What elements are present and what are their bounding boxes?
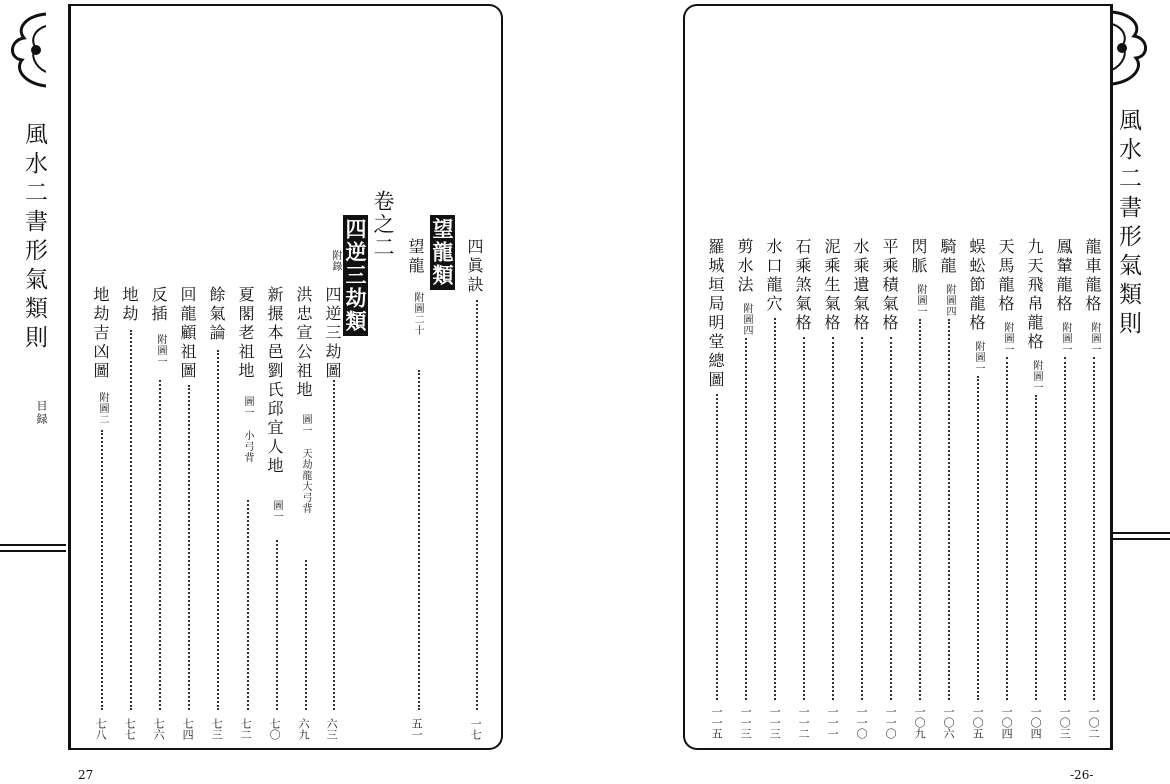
left-tab-rule (0, 544, 66, 546)
toc-entry-title: 泥乘生氣格 (822, 238, 841, 333)
toc-entry-note: 圖一 小弓背 (242, 396, 253, 463)
leader-dots (890, 337, 892, 700)
toc-entry-title: 夏閣老祖地 (236, 286, 255, 381)
left-page-number: 27 (78, 768, 94, 782)
toc-entry-page: 七七 (123, 718, 137, 740)
toc-entry-page: 一〇五 (971, 706, 985, 739)
toc-entry-page: 六三 (325, 718, 339, 740)
toc-entry-title: 騎龍 (938, 238, 957, 276)
toc-entry-page: 一〇二 (1087, 706, 1101, 739)
toc-entry-note: 附圖一 (915, 284, 926, 317)
toc-entry-note: 附圖一 (973, 341, 984, 374)
leader-dots (948, 319, 950, 700)
toc-entry-note: 附圖一 (155, 334, 166, 367)
leader-dots (745, 338, 747, 700)
leader-dots (247, 500, 249, 710)
leader-dots (276, 540, 278, 710)
toc-entry-page: 七四 (181, 718, 195, 740)
toc-entry-title: 地劫吉凶圖 (91, 286, 110, 381)
toc-entry-page: 一一一 (826, 706, 840, 739)
toc-entry-page: 七三 (210, 718, 224, 740)
toc-entry-page: 七〇 (268, 718, 282, 740)
running-title-right: 風水二書形氣類則 (1115, 108, 1141, 340)
toc-entry-title: 回龍顧祖圖 (178, 286, 197, 381)
toc-entry-page: 一七 (469, 718, 483, 740)
leader-dots (1035, 395, 1037, 700)
toc-entry-page: 一一二 (797, 706, 811, 739)
toc-entry-note: 附圖四 (741, 303, 752, 336)
leader-dots (101, 430, 103, 710)
left-tab-rule-2 (0, 550, 66, 552)
toc-entry-title: 天馬龍格 (996, 238, 1015, 314)
toc-entry-note: 附圖一 (1060, 322, 1071, 355)
toc-entry-note: 附圖二十 (412, 292, 423, 336)
toc-entry-page: 一〇九 (913, 706, 927, 739)
toc-entry-page: 五一 (410, 718, 424, 740)
section-heading-wanglong: 望龍類 (430, 215, 455, 290)
right-page (560, 0, 1170, 784)
leader-dots (1006, 357, 1008, 700)
toc-entry-page: 一〇四 (1000, 706, 1014, 739)
left-tab-subtitle: 目録 (35, 400, 48, 426)
toc-entry-page: 一一三 (739, 706, 753, 739)
left-page (0, 0, 560, 784)
toc-entry-title: 餘氣論 (207, 286, 226, 343)
toc-entry-page: 一一五 (710, 706, 724, 739)
toc-entry-note: 附圖四 (944, 284, 955, 317)
toc-entry-page: 一一三 (768, 706, 782, 739)
toc-entry-title: 望龍 (406, 238, 425, 276)
cloud-ornament-icon (1112, 8, 1152, 88)
leader-dots (188, 385, 190, 710)
toc-entry-title: 水口龍穴 (764, 238, 783, 314)
toc-entry-page: 一一〇 (855, 706, 869, 739)
toc-entry-title: 九天飛帛龍格 (1025, 238, 1044, 352)
toc-entry-title: 蜈蚣節龍格 (967, 238, 986, 333)
right-page-number: -26- (1070, 768, 1094, 782)
running-title-left: 風水二書形氣類則 (21, 122, 47, 354)
leader-dots (977, 376, 979, 700)
toc-entry-note: 圖一 天劫龍大弓背 (300, 414, 311, 514)
leader-dots (861, 337, 863, 700)
section-heading-sini: 四逆三劫類 (343, 215, 368, 336)
leader-dots (1064, 357, 1066, 700)
leader-dots (716, 394, 718, 700)
toc-entry-page: 七二 (239, 718, 253, 740)
toc-entry-title: 地劫 (120, 286, 139, 324)
leader-dots (803, 337, 805, 700)
volume-heading: 卷之二 (371, 190, 395, 259)
toc-entry-page: 一〇四 (1029, 706, 1043, 739)
toc-entry-title: 石乘煞氣格 (793, 238, 812, 333)
leader-dots (333, 380, 335, 710)
toc-entry-note: 附圖一 (1089, 322, 1100, 355)
toc-entry-title: 四眞訣 (465, 238, 484, 295)
leader-dots (305, 560, 307, 710)
leader-dots (130, 330, 132, 710)
leader-dots (418, 370, 420, 710)
leader-dots (919, 319, 921, 700)
toc-entry-title: 反插 (149, 286, 168, 324)
leader-dots (476, 300, 478, 710)
leader-dots (832, 337, 834, 700)
toc-entry-page: 一一〇 (884, 706, 898, 739)
toc-entry-title: 水乘遺氣格 (851, 238, 870, 333)
toc-entry-note: 附圖一 (1002, 322, 1013, 355)
right-tab-rule-2 (1110, 538, 1170, 540)
toc-entry-page: 七八 (94, 718, 108, 740)
toc-entry-title: 洪忠宣公祖地 (294, 286, 313, 400)
toc-entry-note: 附圖二 (97, 392, 108, 425)
appendix-label: 附錄 (330, 250, 341, 272)
leader-dots (217, 350, 219, 710)
right-page-border (683, 4, 1113, 750)
toc-entry-page: 七六 (152, 718, 166, 740)
right-tab-rule (1110, 532, 1170, 534)
toc-entry-note: 圖一 (271, 500, 282, 522)
toc-entry-title: 剪水法 (735, 238, 754, 295)
toc-entry-page: 六九 (297, 718, 311, 740)
cloud-ornament-icon (6, 10, 46, 90)
toc-entry-title: 羅城垣局明堂總圖 (706, 238, 725, 390)
toc-entry-title: 平乘積氣格 (880, 238, 899, 333)
leader-dots (1093, 357, 1095, 700)
toc-entry-title: 龍車龍格 (1083, 238, 1102, 314)
leader-dots (159, 380, 161, 710)
toc-entry-title: 新搌本邑劉氏邱宜人地 (265, 286, 284, 476)
toc-entry-title: 閃脈 (909, 238, 928, 276)
leader-dots (774, 318, 776, 700)
toc-entry-page: 一〇六 (942, 706, 956, 739)
toc-entry-title: 鳳輦龍格 (1054, 238, 1073, 314)
toc-entry-page: 一〇三 (1058, 706, 1072, 739)
left-page-border (68, 4, 503, 750)
toc-entry-note: 附圖一 (1031, 360, 1042, 393)
toc-entry-title: 四逆三劫圖 (323, 286, 342, 381)
